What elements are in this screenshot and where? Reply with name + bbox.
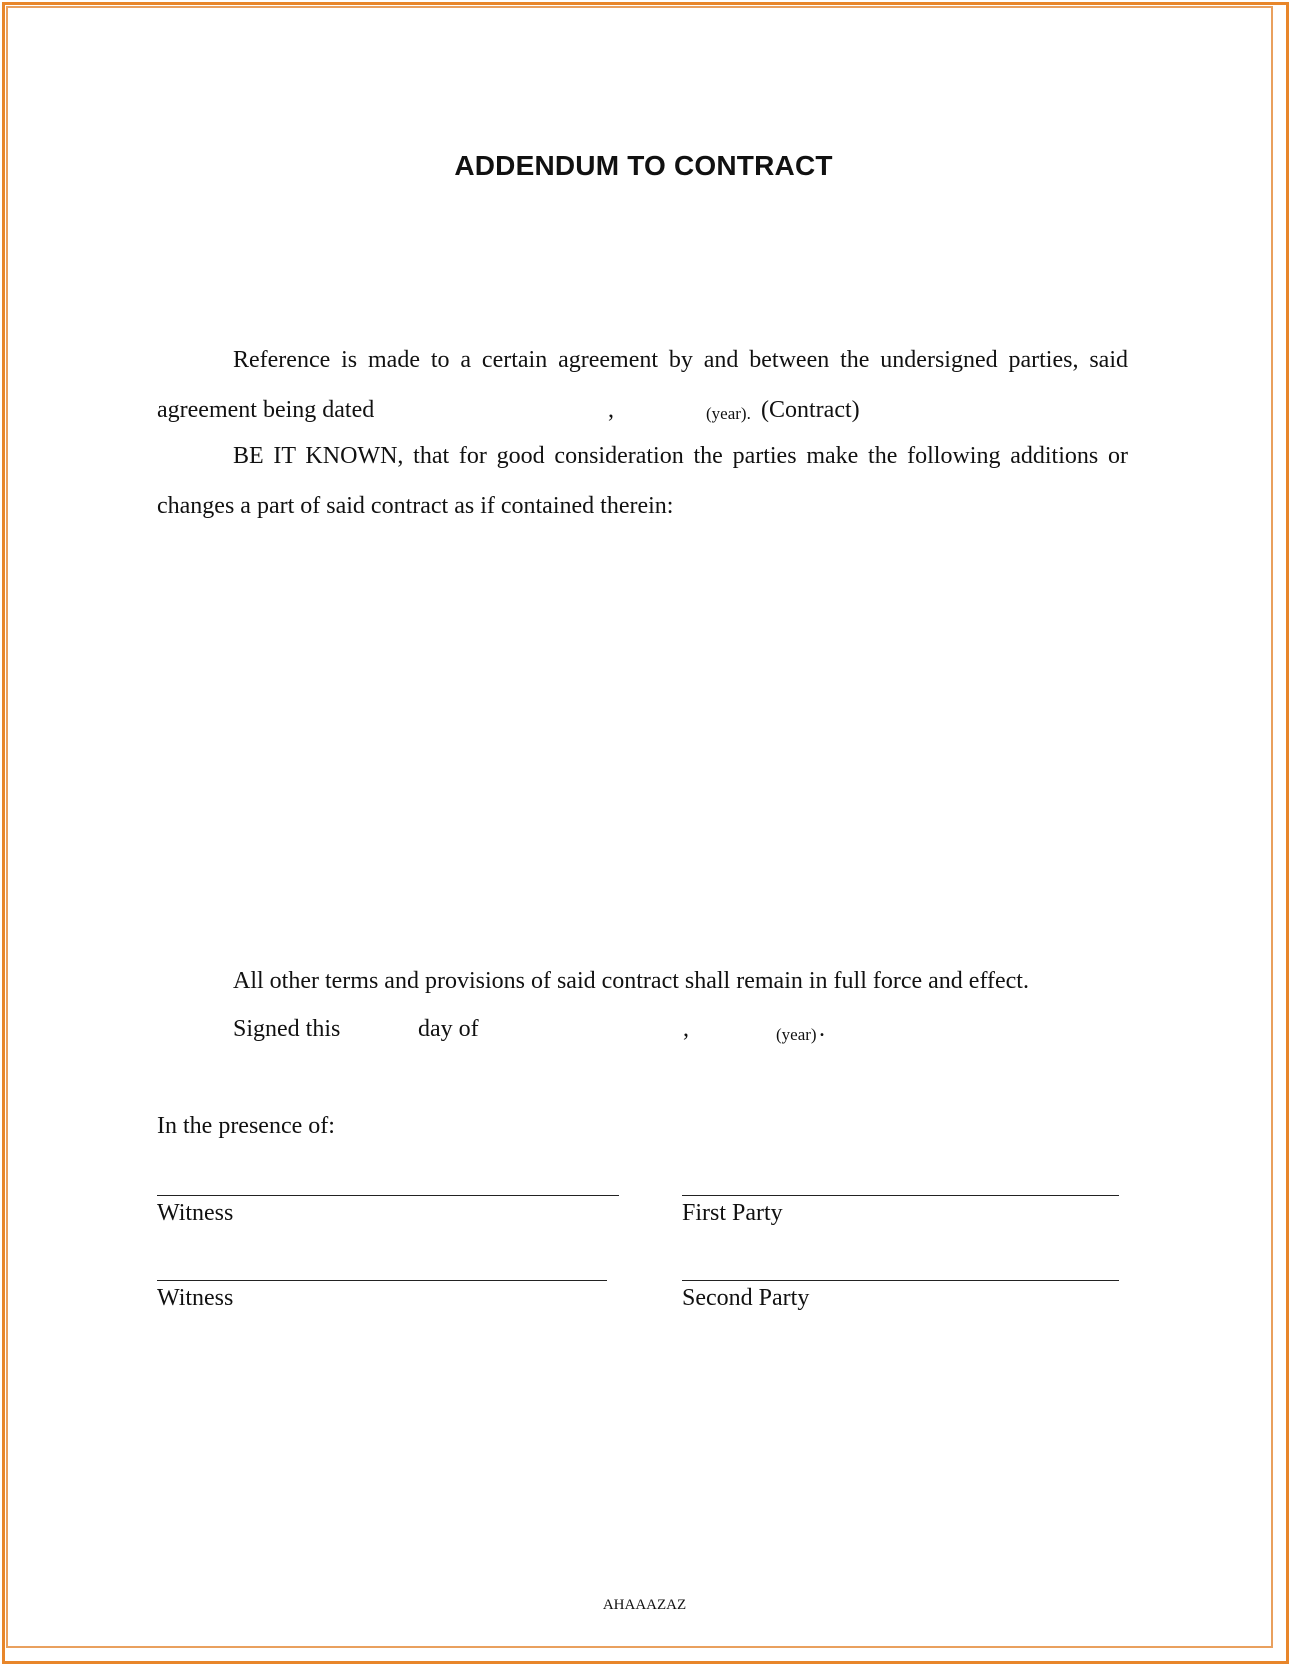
contract-label: (Contract) (761, 397, 860, 423)
in-presence-of-label: In the presence of: (157, 1113, 335, 1139)
year-label: (year). (706, 404, 751, 423)
remaining-terms-text: All other terms and provisions of said contract shall remain in full force and effect. (233, 968, 1029, 994)
signed-comma: , (683, 1016, 689, 1042)
signed-period: . (819, 1016, 825, 1042)
signed-year-label: (year) (776, 1025, 817, 1044)
paragraph-known-text: BE IT KNOWN, that for good consideration the parties make the following additions or (233, 443, 1128, 469)
second-party-signature-line[interactable] (682, 1280, 1119, 1281)
witness-1-label: Witness (157, 1200, 234, 1226)
paragraph-reference-text: Reference is made to a certain agreement by and between the undersigned parties, said (233, 347, 1128, 373)
page-inner-border (6, 6, 1273, 1648)
first-party-label: First Party (682, 1200, 783, 1226)
paragraph-known-line1 (157, 443, 1128, 470)
witness-1-signature-line[interactable] (157, 1195, 619, 1196)
signed-this-label: Signed this (233, 1016, 341, 1042)
day-of-label: day of (418, 1016, 479, 1042)
second-party-label: Second Party (682, 1285, 810, 1311)
footer-code: AHAAAZAZ (602, 1597, 687, 1613)
paragraph-known-line2: changes a part of said contract as if contained therein: (157, 493, 674, 519)
witness-2-label: Witness (157, 1285, 234, 1311)
paragraph-reference-line1 (157, 347, 1128, 374)
witness-2-signature-line[interactable] (157, 1280, 607, 1281)
first-party-signature-line[interactable] (682, 1195, 1119, 1196)
agreement-dated-label: agreement being dated (157, 397, 375, 423)
date-comma: , (608, 397, 614, 423)
document-title: ADDENDUM TO CONTRACT (454, 150, 833, 181)
